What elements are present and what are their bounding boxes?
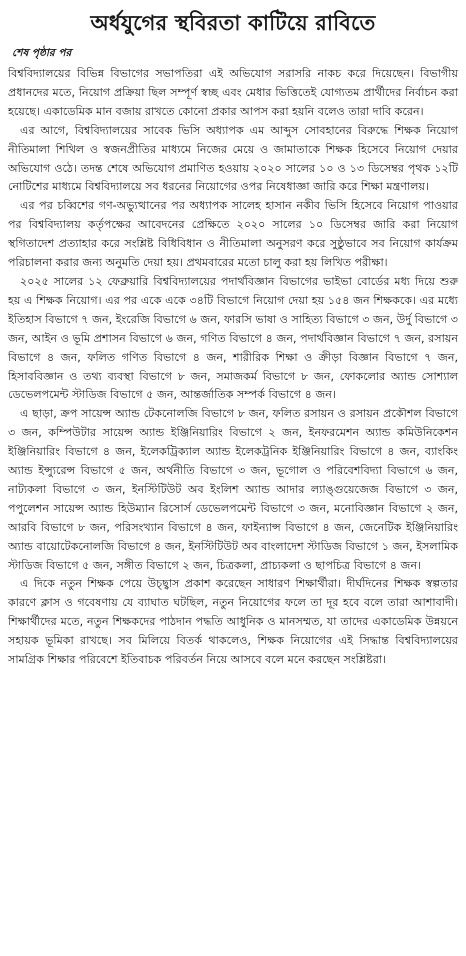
continued-from-label: শেষ পৃষ্ঠার পর bbox=[12, 47, 72, 59]
article-headline: অর্ধযুগের স্থবিরতা কাটিয়ে রাবিতে bbox=[90, 11, 376, 35]
article-paragraph: এর পর চব্বিশের গণ-অভ্যুত্থানের পর অধ্যাপক সালেহ হাসান নকীব ভিসি হিসেবে নিয়োগ পাওয়ার পর বিশ্ববিদ্যালয় কর্তৃপক্ষের আবেদনের প্রেক্ষিতে ২০২০ সালের ১০ ডিসেম্বর জারি করা নিয়োগ স্থগিতাদেশ প্রত্যাহার করে সংশ্লিষ্ট বিধিবিধান ও নীতিমালা অনুসরণ করে সুষ্ঠুভাবে সব নিয়োগ কার্যক্রম পরিচালনা করার জন্য অনুমতি দেয়া হয়। প্রথমবারের মতো চালু করা হয় লিখিত পরীক্ষা। bbox=[8, 199, 458, 270]
article-paragraph: এর আগে, বিশ্ববিদ্যালয়ের সাবেক ভিসি অধ্যাপক এম আব্দুস সোবহানের বিরুদ্ধে শিক্ষক নিয়োগ নীতিমালা শিথিল ও স্বজনপ্রীতির মাধ্যমে নিজের মেয়ে ও জামাতাকে শিক্ষক হিসেবে নিয়োগ দেয়ার অভিযোগ ওঠে। তদন্ত শেষে অভিযোগ প্রমাণিত হওয়ায় ২০২০ সালের ১০ ও ১৩ ডিসেম্বর পৃথক ১২টি নোটিশের মাধ্যমে বিশ্ববিদ্যালয়ে সব ধরনের নিয়োগের ওপর নিষেধাজ্ঞা জারি করে শিক্ষা মন্ত্রণালয়। bbox=[8, 123, 458, 194]
article-body bbox=[8, 65, 458, 670]
article-paragraph: এ ছাড়া, ক্রপ সায়েন্স অ্যান্ড টেকনোলজি বিভাগে ৮ জন, ফলিত রসায়ন ও রসায়ন প্রকৌশল বিভাগে ৩ জন, কম্পিউটার সায়েন্স অ্যান্ড ইঞ্জিনিয়ারিং বিভাগে ২ জন, ইনফরমেশন অ্যান্ড কমিউনিকেশন ইঞ্জিনিয়ারিং বিভাগে ৪ জন, ইলেকট্রিক্যাল অ্যান্ড ইলেকট্রনিক ইঞ্জিনিয়ারিং বিভাগে ৪ জন, ব্যাংকিং অ্যান্ড ইন্স্যুরেন্স বিভাগে ৫ জন, অর্থনীতি বিভাগে ৩ জন, ভূগোল ও পরিবেশবিদ্যা বিভাগে ৬ জন, নাট্যকলা বিভাগে ৩ জন, ইনস্টিটিউট অব ইংলিশ অ্যান্ড আদার ল্যাঙ্গুয়েজেজ বিভাগে ৩ জন, পপুলেশন সায়েন্স অ্যান্ড হিউম্যান রিসোর্স ডেভেলপমেন্ট বিভাগে ৩ জন, মনোবিজ্ঞান বিভাগে ২ জন, আরবি বিভাগে ৮ জন, পরিসংখ্যান বিভাগে ৪ জন, ফাইন্যান্স বিভাগে ৪ জন, জেনেটিক ইঞ্জিনিয়ারিং অ্যান্ড বায়োটেকনোলজি বিভাগে ৪ জন, ইনস্টিটিউট অব বাংলাদেশ স্টাডিজ বিভাগে ১ জন, ইসলামিক স্টাডিজ বিভাগে ৫ জন, সঙ্গীত বিভাগে ২ জন, চিত্রকলা, প্রাচ্যকলা ও ছাপচিত্র বিভাগে ৪ জন। bbox=[8, 407, 458, 572]
article-paragraph: ২০২৫ সালের ১২ ফেব্রুয়ারি বিশ্ববিদ্যালয়ের পদার্থবিজ্ঞান বিভাগের ভাইভা বোর্ডের মধ্য দিয়ে শুরু হয় এ শিক্ষক নিয়োগ। এর পর একে একে ৩৪টি বিভাগে নিয়োগ দেয়া হয় ১৫৪ জন শিক্ষককে। এর মধ্যে ইতিহাস বিভাগে ৭ জন, ইংরেজি বিভাগে ৬ জন, ফারসি ভাষা ও সাহিত্য বিভাগে ৩ জন, উর্দু বিভাগে ৩ জন, আইন ও ভূমি প্রশাসন বিভাগে ৬ জন, গণিত বিভাগে ৪ জন, পদার্থবিজ্ঞান বিভাগে ৭ জন, রসায়ন বিভাগে ৪ জন, ফলিত গণিত বিভাগে ৪ জন, শারীরিক শিক্ষা ও ক্রীড়া বিজ্ঞান বিভাগে ৭ জন, হিসাববিজ্ঞান ও তথ্য ব্যবস্থা বিভাগে ৮ জন, সমাজকর্ম বিভাগে ৮ জন, ফোকলোর অ্যান্ড সোশ্যাল ডেভেলপমেন্ট স্টাডিজ বিভাগে ৫ জন, আন্তর্জাতিক সম্পর্ক বিভাগে ৪ জন। bbox=[8, 274, 458, 402]
article-paragraph: এ দিকে নতুন শিক্ষক পেয়ে উচ্ছ্বাস প্রকাশ করেছেন সাধারণ শিক্ষার্থীরা। দীর্ঘদিনের শিক্ষক স্বল্পতার কারণে ক্লাস ও গবেষণায় যে ব্যাঘাত ঘটছিল, নতুন নিয়োগের ফলে তা দূর হবে বলে তারা আশাবাদী। শিক্ষার্থীদের মতে, নতুন শিক্ষকদের পাঠদান পদ্ধতি আধুনিক ও মানসম্মত, যা তাদের একাডেমিক উন্নয়নে সহায়ক ভূমিকা রাখছে। সব মিলিয়ে বিতর্ক থাকলেও, শিক্ষক নিয়োগের এই সিদ্ধান্ত বিশ্ববিদ্যালয়ের সামগ্রিক শিক্ষার পরিবেশে ইতিবাচক পরিবর্তন নিয়ে আসবে বলে মনে করছেন সংশ্লিষ্টরা। bbox=[8, 577, 458, 667]
article-paragraph: বিশ্ববিদ্যালয়ের বিভিন্ন বিভাগের সভাপতিরা এই অভিযোগ সরাসরি নাকচ করে দিয়েছেন। বিভাগীয় প্রধানদের মতে, নিয়োগ প্রক্রিয়া ছিল সম্পূর্ণ স্বচ্ছ এবং মেধার ভিত্তিতেই যোগ্যতম প্রার্থীদের নির্বাচন করা হয়েছে। একাডেমিক মান বজায় রাখতে কোনো প্রকার আপস করা হয়নি বলেও তারা দাবি করেন। bbox=[8, 67, 458, 118]
